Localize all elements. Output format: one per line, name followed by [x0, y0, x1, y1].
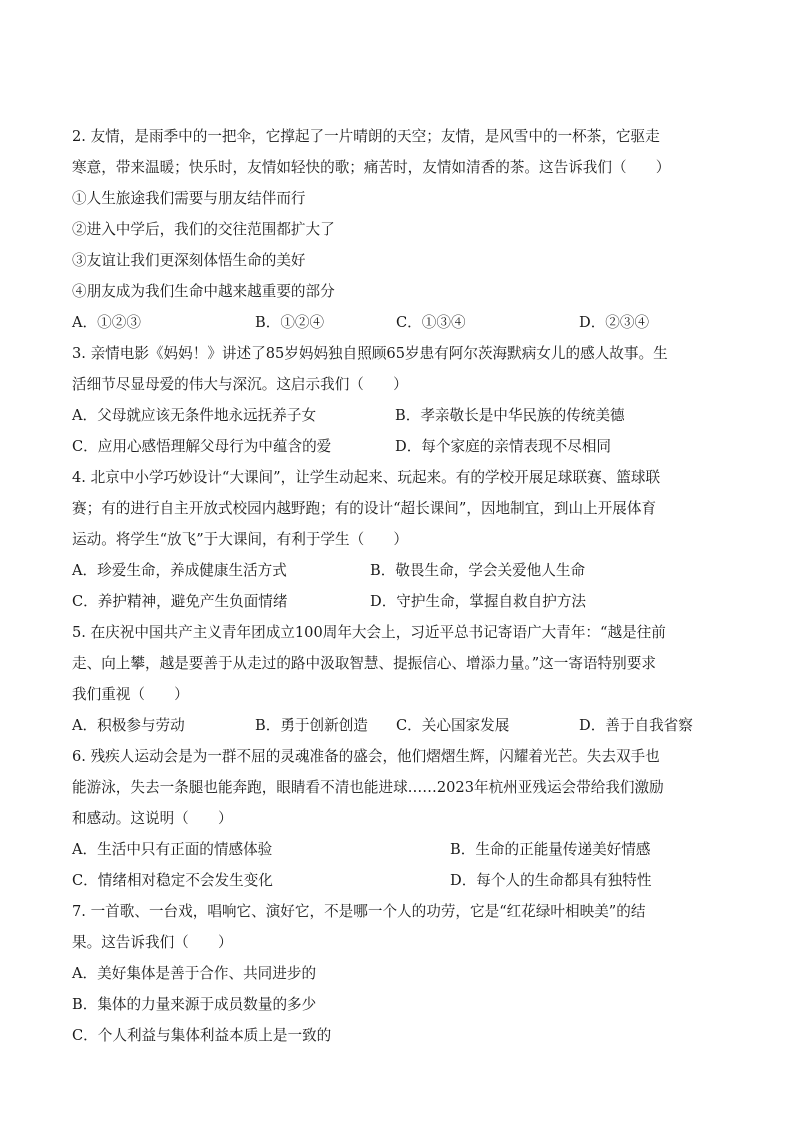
- question-2-option-a[interactable]: A．①②③: [72, 314, 141, 331]
- question-4-option-a[interactable]: A．珍爱生命，养成健康生活方式: [72, 562, 287, 579]
- question-7: [72, 896, 727, 1051]
- question-5-stem-line-1: 5. 在庆祝中国共产主义青年团成立100周年大会上，习近平总书记寄语广大青年：“越是往前: [72, 624, 666, 641]
- question-6-options-row-2: [72, 865, 727, 896]
- question-4-stem-line-2: 赛；有的进行自主开放式校园内越野跑；有的设计“超长课间”，因地制宜，到山上开展体育: [72, 500, 657, 517]
- question-4-stem-line-3: 运动。将学生“放飞”于大课间，有利于学生（ ）: [72, 531, 408, 548]
- question-5: [72, 617, 727, 741]
- question-6-option-d[interactable]: D．每个人的生命都具有独特性: [450, 872, 652, 889]
- question-2: [72, 121, 727, 338]
- question-3-option-b[interactable]: B．孝亲敬长是中华民族的传统美德: [395, 407, 625, 424]
- question-4-option-c[interactable]: C．养护精神，避免产生负面情绪: [72, 593, 288, 610]
- question-7-option-a[interactable]: A．美好集体是善于合作、共同进步的: [72, 965, 317, 982]
- question-6-option-c[interactable]: C．情绪相对稳定不会发生变化: [72, 872, 273, 889]
- question-5-stem-line-3: 我们重视（ ）: [72, 686, 189, 703]
- question-5-option-a[interactable]: A．积极参与劳动: [72, 717, 185, 734]
- question-4-options-row-2: [72, 586, 727, 617]
- question-2-stem-line-1: 2. 友情，是雨季中的一把伞，它撑起了一片晴朗的天空；友情，是风雪中的一杯茶，它驱走: [72, 128, 660, 145]
- question-2-statement-2: ②进入中学后，我们的交往范围都扩大了: [72, 221, 335, 238]
- question-4-stem-line-1: 4. 北京中小学巧妙设计“大课间”，让学生动起来、玩起来。有的学校开展足球联赛、篮球联: [72, 469, 661, 486]
- question-2-option-d[interactable]: D．②③④: [579, 314, 650, 331]
- question-7-option-b[interactable]: B．集体的力量来源于成员数量的多少: [72, 996, 317, 1013]
- question-3-option-d[interactable]: D．每个家庭的亲情表现不尽相同: [395, 438, 612, 455]
- question-6-options-row-1: [72, 834, 727, 865]
- question-4-option-d[interactable]: D．守护生命，掌握自救自护方法: [370, 593, 587, 610]
- question-6-stem-line-1: 6. 残疾人运动会是为一群不屈的灵魂准备的盛会，他们熠熠生辉，闪耀着光芒。失去双手也: [72, 748, 660, 765]
- question-4: [72, 462, 727, 617]
- question-6-option-b[interactable]: B．生命的正能量传递美好情感: [450, 841, 651, 858]
- question-7-option-c[interactable]: C．个人利益与集体利益本质上是一致的: [72, 1027, 332, 1044]
- question-2-options: [72, 307, 727, 338]
- question-4-option-b[interactable]: B．敬畏生命，学会关爱他人生命: [370, 562, 586, 579]
- question-4-options-row-1: [72, 555, 727, 586]
- question-2-statement-4: ④朋友成为我们生命中越来越重要的部分: [72, 283, 335, 300]
- question-5-options: [72, 710, 727, 741]
- question-list: [72, 121, 727, 1051]
- question-3-options-row-1: [72, 400, 727, 431]
- question-5-option-b[interactable]: B．勇于创新创造: [255, 717, 368, 734]
- question-5-stem-line-2: 走、向上攀，越是要善于从走过的路中汲取智慧、提振信心、增添力量。”这一寄语特别要求: [72, 655, 656, 672]
- question-2-statement-1: ①人生旅途我们需要与朋友结伴而行: [72, 190, 306, 207]
- question-2-option-c[interactable]: C．①③④: [396, 314, 466, 331]
- question-5-option-d[interactable]: D．善于自我省察: [579, 717, 693, 734]
- question-2-stem-line-2: 寒意，带来温暖；快乐时，友情如轻快的歌；痛苦时，友情如清香的茶。这告诉我们（ ）: [72, 159, 671, 176]
- question-7-stem-line-2: 果。这告诉我们（ ）: [72, 934, 233, 951]
- question-3-option-c[interactable]: C．应用心感悟理解父母行为中蕴含的爱: [72, 438, 332, 455]
- question-6-stem-line-2: 能游泳，失去一条腿也能奔跑，眼睛看不清也能进球……2023年杭州亚残运会带给我们激励: [72, 779, 664, 796]
- question-3-stem-line-2: 活细节尽显母爱的伟大与深沉。这启示我们（ ）: [72, 376, 408, 393]
- question-3-stem-line-1: 3. 亲情电影《妈妈！》讲述了85岁妈妈独自照顾65岁患有阿尔茨海默病女儿的感人故事。生: [72, 345, 668, 362]
- question-5-option-c[interactable]: C．关心国家发展: [396, 717, 510, 734]
- question-3-options-row-2: [72, 431, 727, 462]
- question-2-statement-3: ③友谊让我们更深刻体悟生命的美好: [72, 252, 306, 269]
- question-7-stem-line-1: 7. 一首歌、一台戏，唱响它、演好它，不是哪一个人的功劳，它是“红花绿叶相映美”的结: [72, 903, 646, 920]
- question-6-stem-line-3: 和感动。这说明（ ）: [72, 810, 233, 827]
- question-6-option-a[interactable]: A．生活中只有正面的情感体验: [72, 841, 273, 858]
- question-6: [72, 741, 727, 896]
- question-3-option-a[interactable]: A．父母就应该无条件地永远抚养子女: [72, 407, 317, 424]
- question-3: [72, 338, 727, 462]
- question-2-option-b[interactable]: B．①②④: [255, 314, 325, 331]
